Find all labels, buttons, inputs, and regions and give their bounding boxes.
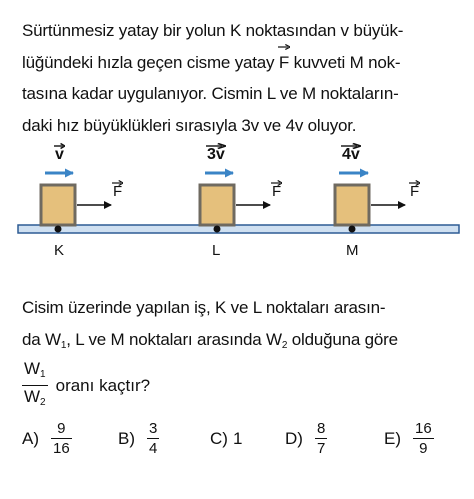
force-label-k: F xyxy=(113,183,122,200)
intro-line-4: daki hız büyüklükleri sırasıyla 3v ve 4v oluyor. xyxy=(22,115,357,135)
fraction-bar xyxy=(22,385,48,386)
motion-diagram xyxy=(0,145,474,275)
question-line-2: da $W_1$, L ve M noktaları arasında $W_2$ olduğuna göre xyxy=(22,329,398,351)
point-m-dot xyxy=(349,226,356,233)
work-ratio xyxy=(22,359,150,412)
force-label-m: F xyxy=(410,183,419,200)
intro-line-1: Sürtünmesiz yatay bir yolun K noktasından v büyük- xyxy=(22,21,404,40)
velocity-label-l: 3v xyxy=(207,146,225,164)
box-l xyxy=(200,185,234,225)
point-label-m: M xyxy=(346,242,359,259)
track xyxy=(18,225,459,233)
choice-c[interactable]: C) 1 xyxy=(210,429,243,448)
point-label-l: L xyxy=(212,242,221,259)
question-line-1: Cisim üzerinde yapılan iş, K ve L noktaları arasın- xyxy=(22,298,386,317)
velocity-label-k: v xyxy=(55,146,64,164)
force-vector-symbol: F xyxy=(279,47,289,79)
velocity-label-m: 4v xyxy=(342,146,360,164)
intro-line-2-a: lüğündeki hızla geçen cisme yatay xyxy=(22,52,279,72)
choice-a[interactable]: A) $\frac{9}{16}$ xyxy=(22,420,70,457)
point-label-k: K xyxy=(54,242,65,259)
box-k xyxy=(41,185,75,225)
choice-d[interactable]: D) $\frac{8}{7}$ xyxy=(285,420,326,457)
point-k-dot xyxy=(55,226,62,233)
question-text xyxy=(22,292,462,361)
choice-b[interactable]: B) $\frac{3}{4}$ xyxy=(118,420,158,457)
answer-choices xyxy=(0,420,474,470)
point-l-dot xyxy=(214,226,221,233)
choice-e[interactable]: E) $\frac{16}{9}$ xyxy=(384,420,432,457)
ratio-question: oranı kaçtır? xyxy=(55,375,151,395)
intro-line-2 xyxy=(22,47,462,79)
force-label-l: F xyxy=(272,183,281,200)
box-m xyxy=(335,185,369,225)
problem-text xyxy=(22,15,462,141)
intro-line-3: tasına kadar uygulanıyor. Cismin L ve M noktaların- xyxy=(22,84,399,103)
ratio-fraction: $\frac{W_1}{W_2}$ xyxy=(24,359,46,408)
intro-line-2-b: kuvveti M nok- xyxy=(289,52,401,72)
diagram-graphics xyxy=(0,145,474,275)
